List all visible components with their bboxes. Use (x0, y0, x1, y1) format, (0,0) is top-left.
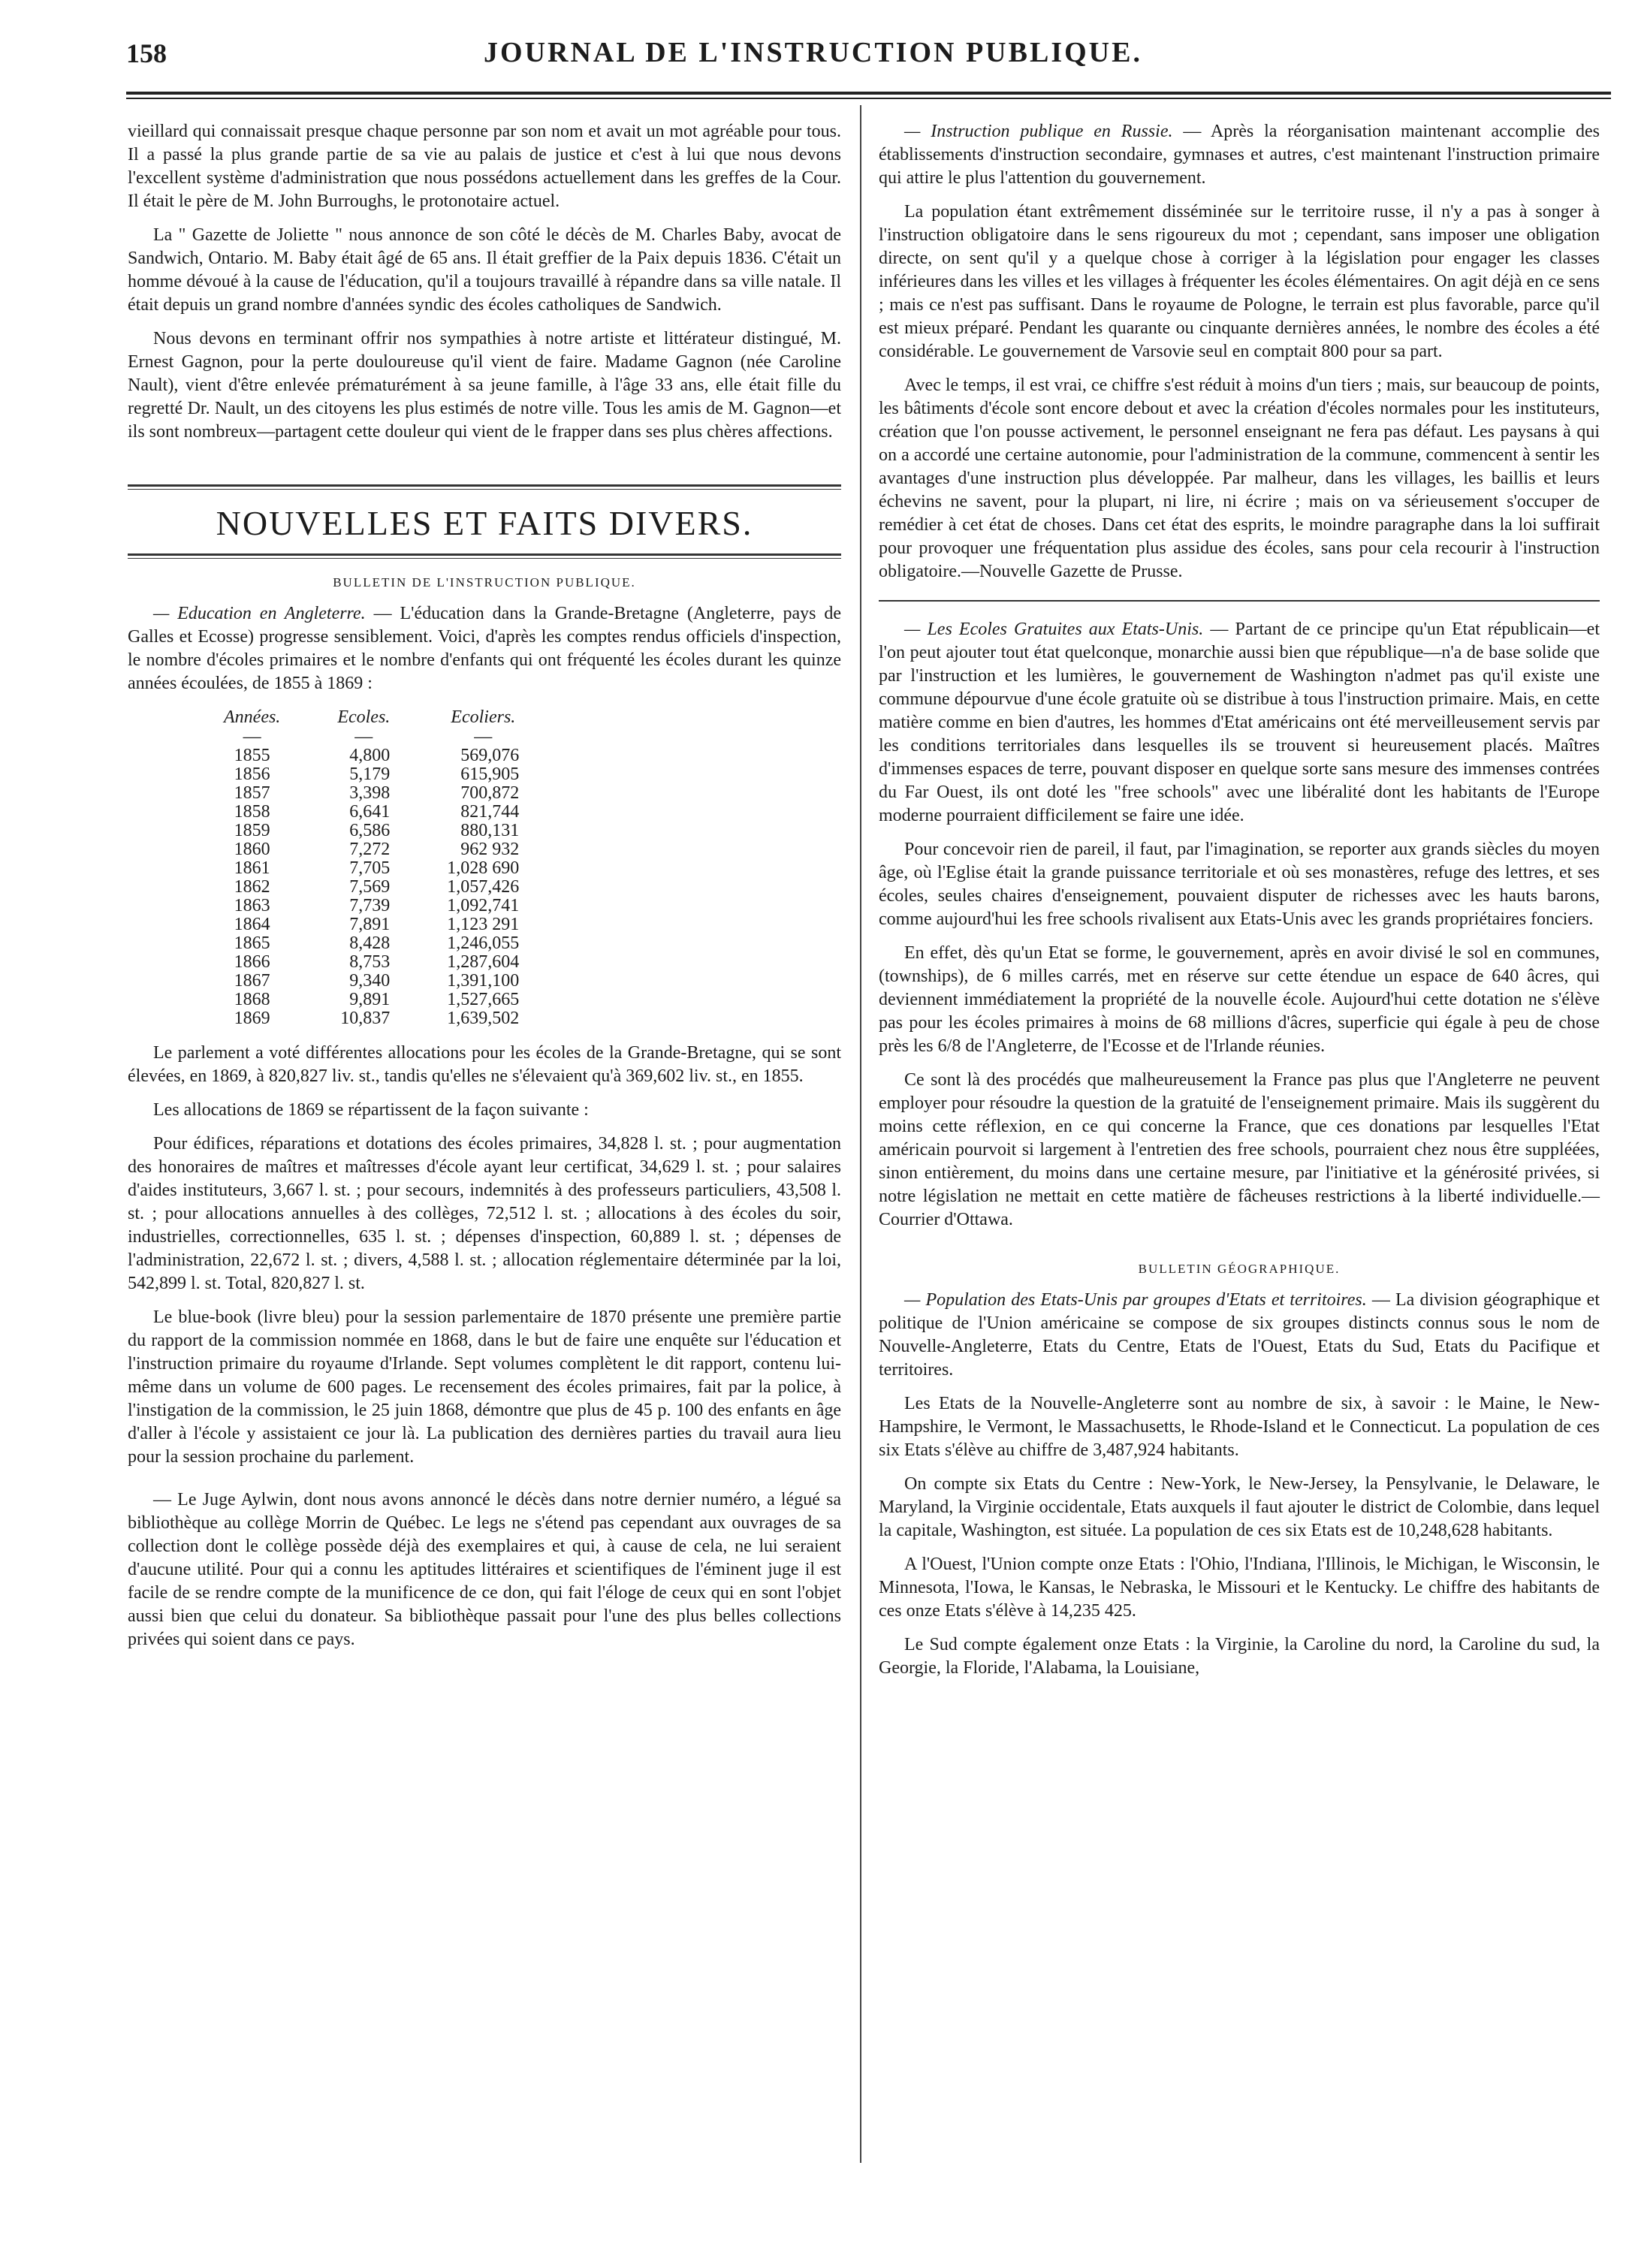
pupils-cell: 1,391,100 (447, 971, 520, 991)
article-rule (879, 600, 1600, 602)
section-rule-bottom (128, 553, 841, 559)
allocations-intro: Les allocations de 1869 se répartissent de la façon suivante : (153, 1100, 589, 1120)
year-cell: 1861 (234, 858, 270, 878)
year-cell: 1860 (234, 840, 270, 859)
pupils-cell: 962 932 (460, 840, 520, 859)
population-paragraph (879, 1289, 1600, 1382)
year-cell: 1868 (234, 990, 270, 1009)
schools-cell: 7,272 (349, 840, 391, 859)
table-row (195, 1009, 548, 1028)
table-row (195, 803, 548, 822)
page-header (0, 0, 1626, 96)
pupils-cell: 821,744 (460, 802, 520, 822)
table-row (195, 934, 548, 953)
geo-bulletin-title: BULLETIN GÉOGRAPHIQUE. (1138, 1262, 1341, 1276)
table-row (195, 915, 548, 934)
schools-cell: 4,800 (349, 746, 391, 765)
middle-ages-paragraph: Pour concevoir rien de pareil, il faut, par l'imagination, se reporter aux grands siècles du moyen âge, où l'Eglise était la grande puissance territoriale et où ses monastères, refuge des lettres, et ses écoles, seules chaires d'enseignement, pouvaient disputer de richesses avec les hauts barons, comme aujourd'hui les free schools rivalisent aux Etats-Unis avec les grands propriétaires fonciers. (879, 840, 1600, 929)
free-schools-paragraph (879, 618, 1600, 828)
russia-paragraph (879, 120, 1600, 190)
free-schools-text: — Partant de ce principe qu'un Etat républicain—et l'on peut ajouter tout état quelconque, monarchie aussi bien que république—n'a de base solide que par l'instruction et les lumières, le gouvernement de Washington n'admet pas qu'il existe une commune dépourvue d'une école gratuite où se distribue à tous l'instruction primaire. Mais, en cette matière comme en bien d'autres, les hommes d'Etat américains ont été merveilleusement servis par les conditions territoriales dans lesquelles ils se trouvent si heureusement placés. Maîtres d'immenses espaces de terre, pouvant disposer en quelque sorte sans mesure des immenses contrées du Far Ouest, ils ont doté les "free schools" avec une libéralité dont les habitants de l'Europe moderne pourraient difficilement se faire une idée. (879, 620, 1600, 825)
pupils-cell: 1,057,426 (447, 877, 520, 897)
year-cell: 1867 (234, 971, 270, 991)
allocations-paragraph: Le parlement a voté différentes allocations pour les écoles de la Grande-Bretagne, qui se sont élevées, en 1869, à 820,827 liv. st., tandis qu'elles ne s'élevaient qu'à 369,602 liv. st., en 1855. (128, 1043, 841, 1086)
table-row (195, 822, 548, 840)
aylwin-paragraph: — Le Juge Aylwin, dont nous avons annoncé le décès dans notre dernier numéro, a légué sa bibliothèque au collège Morrin de Québec. Le legs ne s'étend pas cependant aux ouvrages de sa collection dont le collège possède déjà des exemplaires et qui, à cause de cela, ne lui seraient d'aucune utilité. Pour qui a connu les aptitudes littéraires et scientifiques de l'éminent juge il est facile de se rendre compte de la munificence de ce don, qui fait l'éloge de ceux qui en sont l'objet aussi bien que celui du donateur. Sa bibliothèque passait pour l'une des plus belles collections privées qui soient dans ce pays. (128, 1490, 841, 1649)
column-dash: — (354, 727, 373, 746)
header-rule (126, 92, 1611, 99)
section-title: NOUVELLES ET FAITS DIVERS. (216, 504, 753, 542)
section-rule-top (128, 484, 841, 490)
year-cell: 1856 (234, 765, 270, 784)
schools-table-body (195, 746, 548, 1028)
russia-time-paragraph: Avec le temps, il est vrai, ce chiffre s'est réduit à moins d'un tiers ; mais, sur beaucoup de points, les bâtiments d'école sont encore debout et avec la création d'écoles normales pour les instituteurs, création que l'on pousse activement, le personnel enseignant ne fera pas défaut. Les paysans à qui on a accordé une certaine autonomie, pour l'administration de la commune, commencent à sentir les avantages d'une instruction plus développée. Par malheur, dans les villages, les baillis et leurs échevins ne savent, pour la plupart, ni lire, ni écrire ; mais on va sérieusement s'occuper de remédier à cet état de choses. Dans cet état des esprits, le moindre paragraphe dans la loi suffirait pour provoquer une fréquentation plus assidue des écoles, sans pour cela recourir à l'instruction obligatoire.—Nouvelle Gazette de Prusse. (879, 375, 1600, 581)
france-paragraph: Ce sont là des procédés que malheureusement la France pas plus que l'Angleterre ne peuvent employer pour résoudre la question de la gratuité de l'enseignement primaire. Mais ils suggèrent du moins cette réflexion, en ce qui concerne la France, que ces donations par lesquelles l'Etat américain pourvoit si largement à l'entretien des free schools, pourraient chez nous être suppléées, sinon entièrement, du moins dans une certaine mesure, par l'initiative et la générosité privées, si notre législation ne mettait en cette matière de fâcheuses restrictions à la liberté individuelle.—Courrier d'Ottawa. (879, 1070, 1600, 1229)
western-states-paragraph: A l'Ouest, l'Union compte onze Etats : l'Ohio, l'Indiana, l'Illinois, le Michigan, le Wisconsin, le Minnesota, l'Iowa, le Kansas, le Nebraska, le Missouri et le Kentucky. Le chiffre des habitants de ces onze Etats s'élève à 14,235 425. (879, 1555, 1600, 1621)
schools-cell: 3,398 (349, 783, 391, 803)
table-row (195, 991, 548, 1009)
blue-book-paragraph: Le blue-book (livre bleu) pour la session parlementaire de 1870 présente une première partie du rapport de la commission nommée en 1868, dans le but de faire une enquête sur l'éducation et l'instruction primaire du royaume d'Irlande. Sept volumes complètent le dit rapport, contenu lui-même dans un volume de 600 pages. Le recensement des écoles primaires, fait par la police, à l'instigation de la commission, le 25 juin 1868, démontre que plus de 45 p. 100 des enfants en âge d'aller à l'école y assistaient ce jour là. La publication des dernières parties du travail aura lieu pour la session prochaine du parlement. (128, 1307, 841, 1467)
obituary-baby: La " Gazette de Joliette " nous annonce de son côté le décès de M. Charles Baby, avocat de Sandwich, Ontario. M. Baby était âgé de 65 ans. Il était greffier de la Paix depuis 1836. C'était un homme dévoué à la cause de l'éducation, qu'il a toujours travaillé à répandre dans sa ville natale. Il était depuis un grand nombre d'années syndic des écoles catholiques de Sandwich. (128, 225, 841, 315)
schools-cell: 7,569 (349, 877, 391, 897)
schools-cell: 8,428 (349, 933, 391, 953)
allocations-detail: Pour édifices, réparations et dotations des écoles primaires, 34,828 l. st. ; pour augmentation des honoraires de maîtres et maîtresses d'école ayant leur certificat, 34,629 l. st. ; pour salaires d'aides instituteurs, 3,667 l. st. ; pour secours, indemnités à des professeurs particuliers, 43,508 l. st. ; pour allocations annuelles à des collèges, 72,512 l. st. ; allocations à des écoles du soir, industrielles, correctionnelles, 635 l. st. ; dépenses d'inspection, 60,889 l. st. ; dépenses de l'administration, 22,672 l. st. ; divers, 4,588 l. st. ; allocation réglementaire déterminée par la loi, 542,899 l. st. Total, 820,827 l. st. (128, 1134, 841, 1293)
pupils-cell: 700,872 (460, 783, 520, 803)
table-row (195, 765, 548, 784)
schools-table (195, 707, 548, 1028)
column-header-schools: Ecoles. (337, 707, 391, 727)
year-cell: 1859 (234, 821, 270, 840)
russia-population-paragraph: La population étant extrêmement disséminée sur le territoire russe, il n'y a pas à songer à l'instruction obligatoire dans le sens rigoureux du mot ; cependant, sans imposer une obligation directe, on sent qu'il y a quelque chose à corriger à la législation pour engager les classes inférieures dans les villes et les villages à fréquenter les écoles élémentaires. On agit déjà en ce sens ; mais ce n'est pas suffisant. Dans le royaume de Pologne, le terrain est plus favorable, parce qu'il est mieux préparé. Pendant les quarante ou cinquante dernières années, le nombre des écoles a été considérable. Le gouvernement de Varsovie seul en comptait 800 pour sa part. (879, 202, 1600, 361)
schools-cell: 6,641 (349, 802, 391, 822)
obituary-gagnon: Nous devons en terminant offrir nos sympathies à notre artiste et littérateur distingué, M. Ernest Gagnon, pour la perte douloureuse qu'il vient de faire. Madame Gagnon (née Caroline Nault), vient d'être enlevée prématurément à sa jeune famille, à l'âge 33 ans, elle était fille du regretté Dr. Nault, un des citoyens les plus estimés de notre ville. Tous les amis de M. Gagnon—et ils sont nombreux—partagent cette douleur qui vient de le frapper dans ses plus chères affections. (128, 329, 841, 442)
schools-cell: 9,340 (349, 971, 391, 991)
table-row (195, 840, 548, 859)
table-row (195, 859, 548, 878)
pupils-cell: 1,123 291 (447, 915, 520, 934)
russia-heading: — Instruction publique en Russie. (904, 122, 1173, 141)
year-cell: 1858 (234, 802, 270, 822)
schools-cell: 7,705 (349, 858, 391, 878)
table-row (195, 972, 548, 991)
schools-cell: 7,739 (349, 896, 391, 915)
column-divider (860, 105, 861, 2163)
pupils-cell: 569,076 (460, 746, 520, 765)
pupils-cell: 615,905 (460, 765, 520, 784)
pupils-cell: 1,028 690 (447, 858, 520, 878)
column-header-years: Années. (224, 707, 281, 727)
new-england-paragraph: Les Etats de la Nouvelle-Angleterre sont au nombre de six, à savoir : le Maine, le New-Hampshire, le Vermont, le Massachusetts, le Rhode-Island et le Connecticut. La population de ces six Etats s'élève au chiffre de 3,487,924 habitants. (879, 1394, 1600, 1460)
pupils-cell: 1,246,055 (447, 933, 520, 953)
table-row (195, 897, 548, 915)
schools-cell: 5,179 (349, 765, 391, 784)
education-england-text: — L'éducation dans la Grande-Bretagne (Angleterre, pays de Galles et Ecosse) progresse sensiblement. Voici, d'après les comptes rendus officiels d'inspection, le nombre d'écoles primaires et le nombre d'enfants qui ont fréquenté les écoles durant les quinze années écoulées, de 1855 à 1869 : (128, 604, 841, 693)
pupils-cell: 880,131 (460, 821, 520, 840)
table-row (195, 746, 548, 765)
pupils-cell: 1,092,741 (447, 896, 520, 915)
education-england-paragraph (128, 602, 841, 695)
schools-cell: 6,586 (349, 821, 391, 840)
column-dash: — (243, 727, 261, 746)
page-number: 158 (126, 38, 167, 68)
year-cell: 1866 (234, 952, 270, 972)
russia-text: — Après la réorganisation maintenant accomplie des établissements d'instruction secondaire, gymnases et autres, c'est maintenant l'instruction primaire qui attire le plus l'attention du gouvernement. (879, 122, 1600, 188)
population-heading: — Population des Etats-Unis par groupes d'Etats et territoires. (904, 1290, 1367, 1310)
year-cell: 1855 (234, 746, 270, 765)
central-states-paragraph: On compte six Etats du Centre : New-York, le New-Jersey, la Pensylvanie, le Delaware, le Maryland, la Virginie occidentale, Etats auxquels il faut ajouter le district de Colombie, dans lequel la capitale, Washington, est située. La population de ces six Etats est de 10,248,628 habitants. (879, 1474, 1600, 1540)
year-cell: 1865 (234, 933, 270, 953)
population-text: — La division géographique et politique de l'Union américaine se compose de six groupes distincts connus sous le nom de Nouvelle-Angleterre, Etats du Centre, Etats de l'Ouest, Etats du Sud, Etats du Pacifique et territoires. (879, 1290, 1600, 1380)
column-dash: — (474, 727, 493, 746)
southern-states-paragraph: Le Sud compte également onze Etats : la Virginie, la Caroline du nord, la Caroline du sud, la Georgie, la Floride, l'Alabama, la Louisiane, (879, 1635, 1600, 1678)
pupils-cell: 1,287,604 (447, 952, 520, 972)
right-column (879, 120, 1600, 1690)
year-cell: 1864 (234, 915, 270, 934)
schools-cell: 7,891 (349, 915, 391, 934)
obituary-burroughs: vieillard qui connaissait presque chaque personne par son nom et avait un mot agréable pour tous. Il a passé la plus grande partie de sa vie au palais de justice et c'est à lui que nous devons l'excellent système d'administration que nous possédons actuellement dans les greffes de la Cour. Il était le père de M. John Burroughs, le protonotaire actuel. (128, 122, 841, 211)
year-cell: 1869 (234, 1009, 270, 1028)
table-row (195, 953, 548, 972)
schools-cell: 10,837 (340, 1009, 391, 1028)
running-title: JOURNAL DE L'INSTRUCTION PUBLIQUE. (484, 37, 1142, 68)
pupils-cell: 1,639,502 (447, 1009, 520, 1028)
schools-cell: 9,891 (349, 990, 391, 1009)
column-header-pupils: Ecoliers. (451, 707, 516, 727)
year-cell: 1862 (234, 877, 270, 897)
education-england-heading: — Education en Angleterre. (153, 604, 366, 623)
year-cell: 1863 (234, 896, 270, 915)
year-cell: 1857 (234, 783, 270, 803)
free-schools-heading: — Les Ecoles Gratuites aux Etats-Unis. (904, 620, 1204, 639)
bulletin-title: BULLETIN DE L'INSTRUCTION PUBLIQUE. (333, 575, 636, 590)
schools-cell: 8,753 (349, 952, 391, 972)
townships-paragraph: En effet, dès qu'un Etat se forme, le gouvernement, après en avoir divisé le sol en communes, (townships), de 6 milles carrés, met en réserve sur cette étendue un espace de 640 âcres, qui deviennent immédiatement la propriété de la nouvelle école. Aujourd'hui cette dotation ne s'élève pas pour les écoles primaires à moins de 68 millions d'âcres, superficie qui égale à peu de chose près les 6/8 de l'Angleterre, de l'Ecosse et de l'Irlande réunies. (879, 943, 1600, 1056)
table-row (195, 878, 548, 897)
pupils-cell: 1,527,665 (447, 990, 520, 1009)
left-column (128, 120, 841, 1662)
table-row (195, 784, 548, 803)
